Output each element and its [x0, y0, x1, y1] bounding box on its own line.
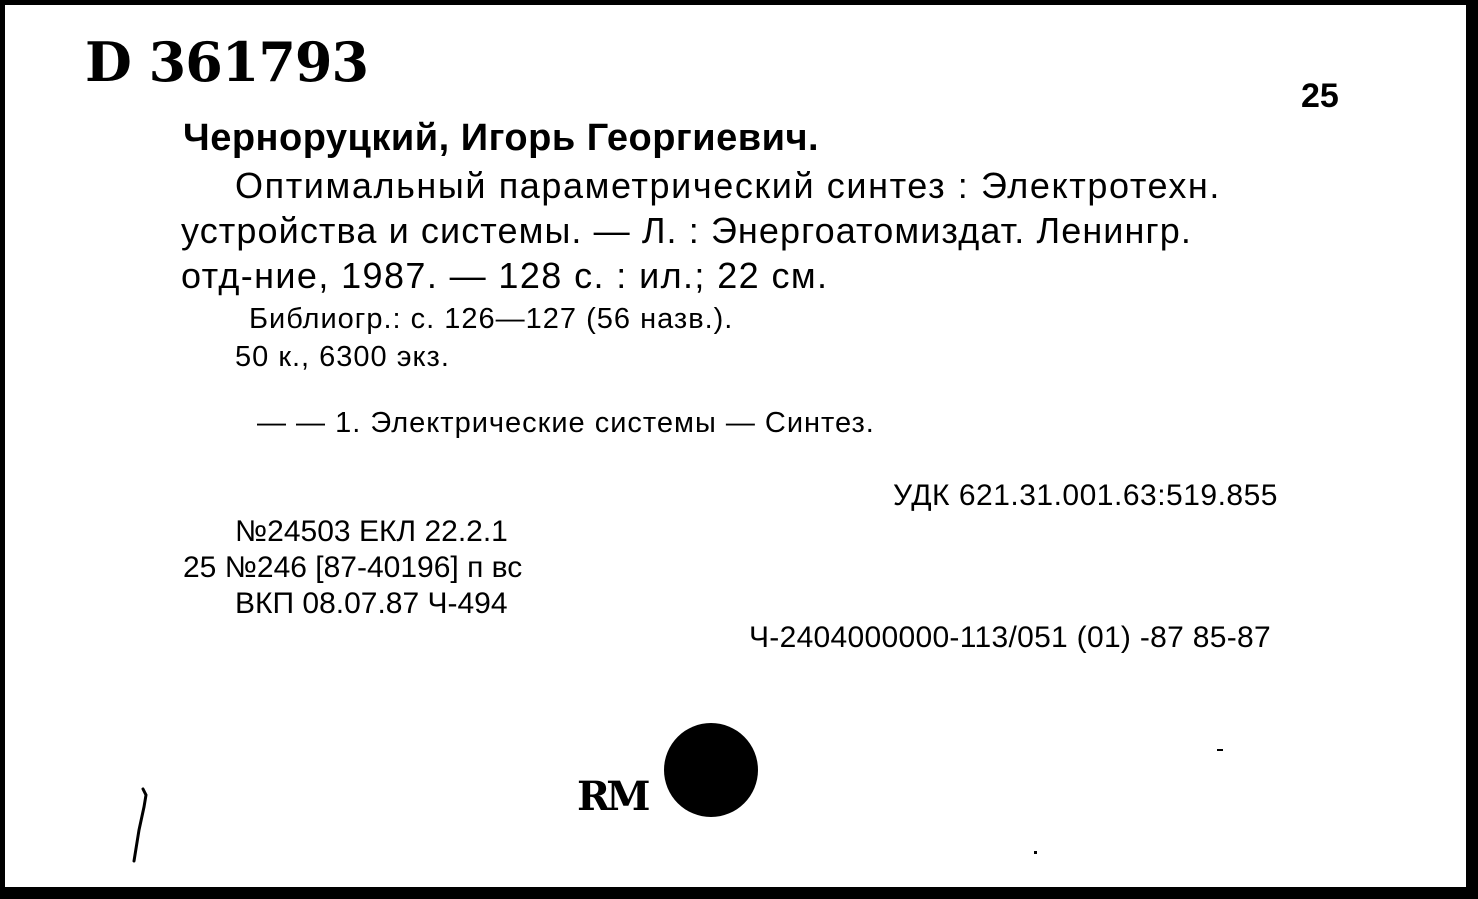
udc-code: УДК 621.31.001.63:519.855 [893, 479, 1278, 512]
subject-heading: — — 1. Электрические системы — Синтез. [257, 407, 875, 439]
author-heading: Черноруцкий, Игорь Георгиевич. [183, 117, 820, 159]
title-line-2: устройства и системы. — Л. : Энергоатомиздат. Ленингр. [181, 210, 1192, 251]
speck-mark [1217, 749, 1223, 751]
speck-mark [1034, 851, 1037, 854]
bibliography-note: Библиогр.: с. 126—127 (56 назв.). [249, 303, 734, 335]
price-run-note: 50 к., 6300 экз. [235, 341, 450, 373]
title-line-1: Оптимальный параметрический синтез : Электротехн. [235, 165, 1222, 206]
registration-line-1: №24503 ЕКЛ 22.2.1 [235, 515, 508, 548]
index-code: Ч-2404000000-113/051 (01) -87 85-87 [749, 621, 1271, 654]
rm-stamp: RM [577, 773, 647, 820]
catalog-number: D 361793 [85, 30, 369, 94]
black-dot-mark [664, 723, 758, 817]
registration-line-3: ВКП 08.07.87 Ч-494 [235, 587, 508, 620]
corner-number: 25 [1301, 77, 1339, 115]
title-line-3: отд-ние, 1987. — 128 с. : ил.; 22 см. [181, 255, 829, 296]
registration-line-2: 25 №246 [87-40196] п вс [183, 551, 523, 584]
pen-stroke-mark [123, 785, 153, 865]
